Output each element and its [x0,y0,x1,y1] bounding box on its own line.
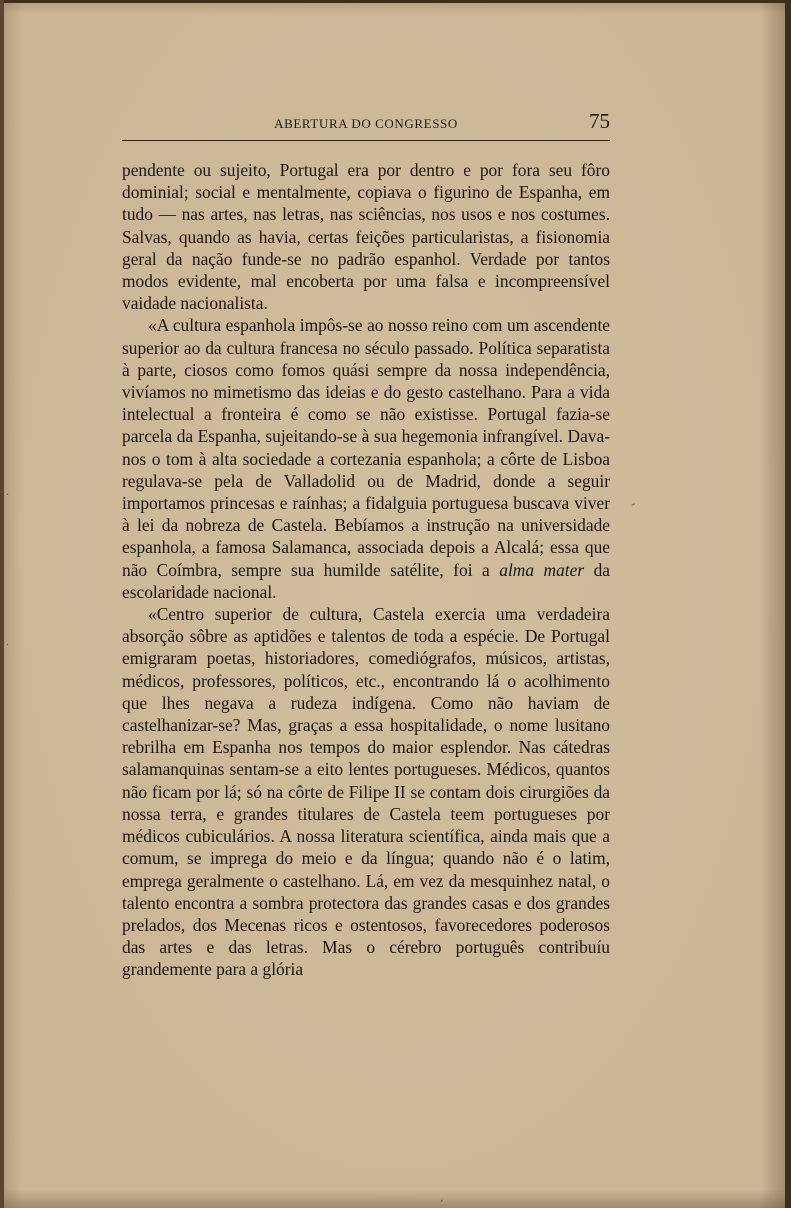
paragraph-3-text: «Centro superior de cultura, Castela exercia uma verdadeira absorção sôbre as aptidões e talentos de toda a espécie. De Portugal emigraram poetas, historiadores, comediógrafos, músicos, artistas, médicos, professores, políticos, etc., encontrando lá o acolhimento que lhes negava a rudeza indígena. Como não haviam de castelhanizar-se? Mas, graças a essa hospitalidade, o nome lusitano rebrilha em Espanha nos tempos do maior esplendor. Nas cátedras salamanquinas sentam-se a eito lentes portugueses. Médicos, quantos não ficam por lá; só na côrte de Filipe II se contam dois cirurgiões da nossa terra, e grandes titulares de Castela teem portugueses por médicos cubiculários. A nossa literatura scientífica, ainda mais que a comum, se imprega do meio e da língua; quando não é o latim, emprega geralmente o castelhano. Lá, em vez da mesquinhez natal, o talento encontra a sombra protectora das grandes casas e dos grandes prelados, dos Mecenas ricos e ostentosos, favorecedores poderosos das artes e das letras. Mas o cérebro português contribuíu grandemente para a glória [122,604,610,980]
running-head: ABERTURA DO CONGRESSO [274,116,458,131]
page-number: 75 [589,109,610,133]
paragraph-1 [122,159,610,314]
body-text [122,159,610,981]
page-header [122,108,610,141]
paragraph-2 [122,314,610,603]
margin-stroke-mark: ˊ [624,501,637,519]
paragraph-2-text: «A cultura espanhola impôs-se ao nosso reino com um ascendente superior ao da cultura francesa no século passado. Política separatista à parte, ciosos como fomos quási sempre da nossa independência, vivíamos no mimetismo das ideias e do gesto castelhano. Para a vida intelectual a fronteira é como se não existisse. Portugal fazia-se parcela da Espanha, sujeitando-se à sua hegemonia infrangível. Dava-nos o tom à alta sociedade a cortezania espanhola; a côrte de Lisboa regulava-se pela de Valladolid ou de Madrid, donde a seguir importamos princesas e raínhas; a fidalguia portuguesa buscava viver à lei da nobreza de Castela. Bebíamos a instrução na universidade espanhola, a famosa Salamanca, associada depois a Alcalá; essa que não Coímbra, sempre sua humilde satélite, foi a [122,315,610,580]
page-right-edge [785,0,791,1208]
paragraph-3 [122,603,610,980]
paragraph-2-text-end: da escolaridade nacional. [122,559,610,602]
page-left-edge [0,0,4,1208]
bottom-stroke-mark: ˏ [438,1188,444,1202]
paragraph-1-text: pendente ou sujeito, Portugal era por dentro e por fora seu fôro dominial; social e mentalmente, copiava o figurino de Espanha, em tudo — nas artes, nas letras, nas sciências, nos usos e nos costumes. Salvas, quando as havia, certas feições particularistas, a fisionomia geral da nação funde-se no padrão espanhol. Verdade por tantos modos evidente, mal encoberta por uma falsa e incompreensível vaidade nacionalista. [122,160,610,314]
margin-speck-mark: · [6,640,10,651]
alma-mater-italic: alma mater [499,559,585,580]
page-top-edge [0,0,791,3]
margin-speck-mark: · [6,490,10,501]
